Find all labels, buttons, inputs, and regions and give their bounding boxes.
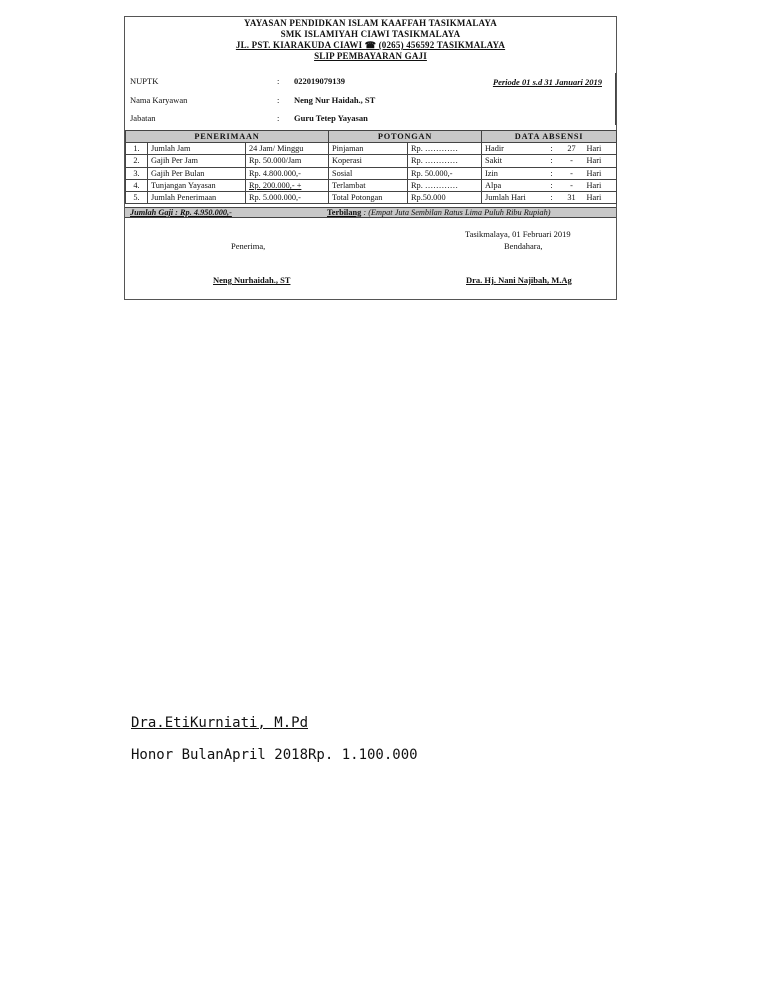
school-name: SMK ISLAMIYAH CIAWI TASIKMALAYA bbox=[280, 29, 461, 39]
bendahara-label: Bendahara, bbox=[504, 241, 543, 251]
info-right-border bbox=[615, 73, 616, 125]
row-item: Tunjangan Yayasan bbox=[148, 179, 246, 191]
row-number: 1. bbox=[126, 143, 148, 155]
slip-title: SLIP PEMBAYARAN GAJI bbox=[314, 51, 427, 61]
row-count: - bbox=[560, 167, 584, 179]
row-attendance: Sakit bbox=[482, 155, 544, 167]
penerima-name: Neng Nurhaidah., ST bbox=[213, 275, 291, 285]
table-row bbox=[126, 191, 617, 203]
amount-in-words bbox=[327, 208, 550, 218]
row-deduction-value: Rp. ………… bbox=[408, 179, 482, 191]
foundation-name: YAYASAN PENDIDKAN ISLAM KAAFFAH TASIKMALAYA bbox=[244, 18, 497, 28]
terbilang-value: : (Empat Juta Sembilan Ratus Lima Puluh Ribu Rupiah) bbox=[361, 208, 551, 217]
row-value: Rp. 5.000.000,- bbox=[246, 191, 329, 203]
row-number: 5. bbox=[126, 191, 148, 203]
row-count: 27 bbox=[560, 143, 584, 155]
penerima-label: Penerima, bbox=[231, 241, 266, 251]
salary-table bbox=[125, 130, 617, 204]
colon: : bbox=[277, 113, 280, 123]
row-unit: Hari bbox=[584, 191, 617, 203]
row-colon: : bbox=[544, 155, 560, 167]
table-row bbox=[126, 167, 617, 179]
row-item: Jumlah Jam bbox=[148, 143, 246, 155]
school-address: JL. PST. KIARAKUDA CIAWI ☎ (0265) 456592 TASIKMALAYA bbox=[235, 40, 506, 50]
row-deduction-value: Rp.50.000 bbox=[408, 191, 482, 203]
jabatan-value: Guru Tetep Yayasan bbox=[294, 113, 368, 123]
table-row bbox=[126, 143, 617, 155]
row-value: Rp. 4.800.000,- bbox=[246, 167, 329, 179]
row-value: Rp. 50.000/Jam bbox=[246, 155, 329, 167]
salary-slip bbox=[124, 16, 617, 300]
row-item: Gajih Per Bulan bbox=[148, 167, 246, 179]
nama-value: Neng Nur Haidah., ST bbox=[294, 95, 376, 105]
row-unit: Hari bbox=[584, 143, 617, 155]
jabatan-label: Jabatan bbox=[130, 113, 156, 123]
colon: : bbox=[277, 76, 280, 86]
row-deduction: Pinjaman bbox=[329, 143, 408, 155]
row-unit: Hari bbox=[584, 179, 617, 191]
row-item: Gajih Per Jam bbox=[148, 155, 246, 167]
slip-header bbox=[125, 17, 616, 62]
row-unit: Hari bbox=[584, 155, 617, 167]
colon: : bbox=[277, 95, 280, 105]
row-number: 3. bbox=[126, 167, 148, 179]
bendahara-name: Dra. Hj. Nani Najibah, M.Ag bbox=[466, 275, 572, 285]
table-row bbox=[126, 155, 617, 167]
total-salary-row bbox=[125, 207, 616, 218]
row-attendance: Alpa bbox=[482, 179, 544, 191]
row-colon: : bbox=[544, 191, 560, 203]
nuptk-label: NUPTK bbox=[130, 76, 159, 86]
row-number: 2. bbox=[126, 155, 148, 167]
header-potongan: POTONGAN bbox=[329, 131, 482, 143]
row-colon: : bbox=[544, 143, 560, 155]
row-value: Rp. 200.000,- + bbox=[246, 179, 329, 191]
header-absensi: DATA ABSENSI bbox=[482, 131, 617, 143]
row-item: Jumlah Penerimaan bbox=[148, 191, 246, 203]
row-deduction: Total Potongan bbox=[329, 191, 408, 203]
row-count: 31 bbox=[560, 191, 584, 203]
row-deduction-value: Rp. ………… bbox=[408, 143, 482, 155]
header-penerimaan: PENERIMAAN bbox=[126, 131, 329, 143]
row-count: - bbox=[560, 179, 584, 191]
row-deduction-value: Rp. 50.000,- bbox=[408, 167, 482, 179]
row-deduction: Terlambat bbox=[329, 179, 408, 191]
note-name: Dra.EtiKurniati, M.Pd bbox=[131, 715, 309, 731]
row-attendance: Jumlah Hari bbox=[482, 191, 544, 203]
nama-label: Nama Karyawan bbox=[130, 95, 188, 105]
table-row bbox=[126, 179, 617, 191]
row-value: 24 Jam/ Minggu bbox=[246, 143, 329, 155]
row-number: 4. bbox=[126, 179, 148, 191]
row-colon: : bbox=[544, 167, 560, 179]
note-honor: Honor BulanApril 2018Rp. 1.100.000 bbox=[131, 747, 418, 763]
row-count: - bbox=[560, 155, 584, 167]
place-date: Tasikmalaya, 01 Februari 2019 bbox=[465, 229, 571, 239]
table-header-row bbox=[126, 131, 617, 143]
row-unit: Hari bbox=[584, 167, 617, 179]
row-deduction: Sosial bbox=[329, 167, 408, 179]
period-label: Periode 01 s.d 31 Januari 2019 bbox=[492, 77, 602, 87]
terbilang-label: Terbilang bbox=[327, 208, 362, 217]
row-deduction-value: Rp. ………… bbox=[408, 155, 482, 167]
nuptk-value: 022019079139 bbox=[294, 76, 345, 86]
row-deduction: Koperasi bbox=[329, 155, 408, 167]
row-attendance: Hadir bbox=[482, 143, 544, 155]
row-colon: : bbox=[544, 179, 560, 191]
row-attendance: Izin bbox=[482, 167, 544, 179]
total-salary: Jumlah Gaji : Rp. 4.950.000,- bbox=[130, 208, 232, 217]
